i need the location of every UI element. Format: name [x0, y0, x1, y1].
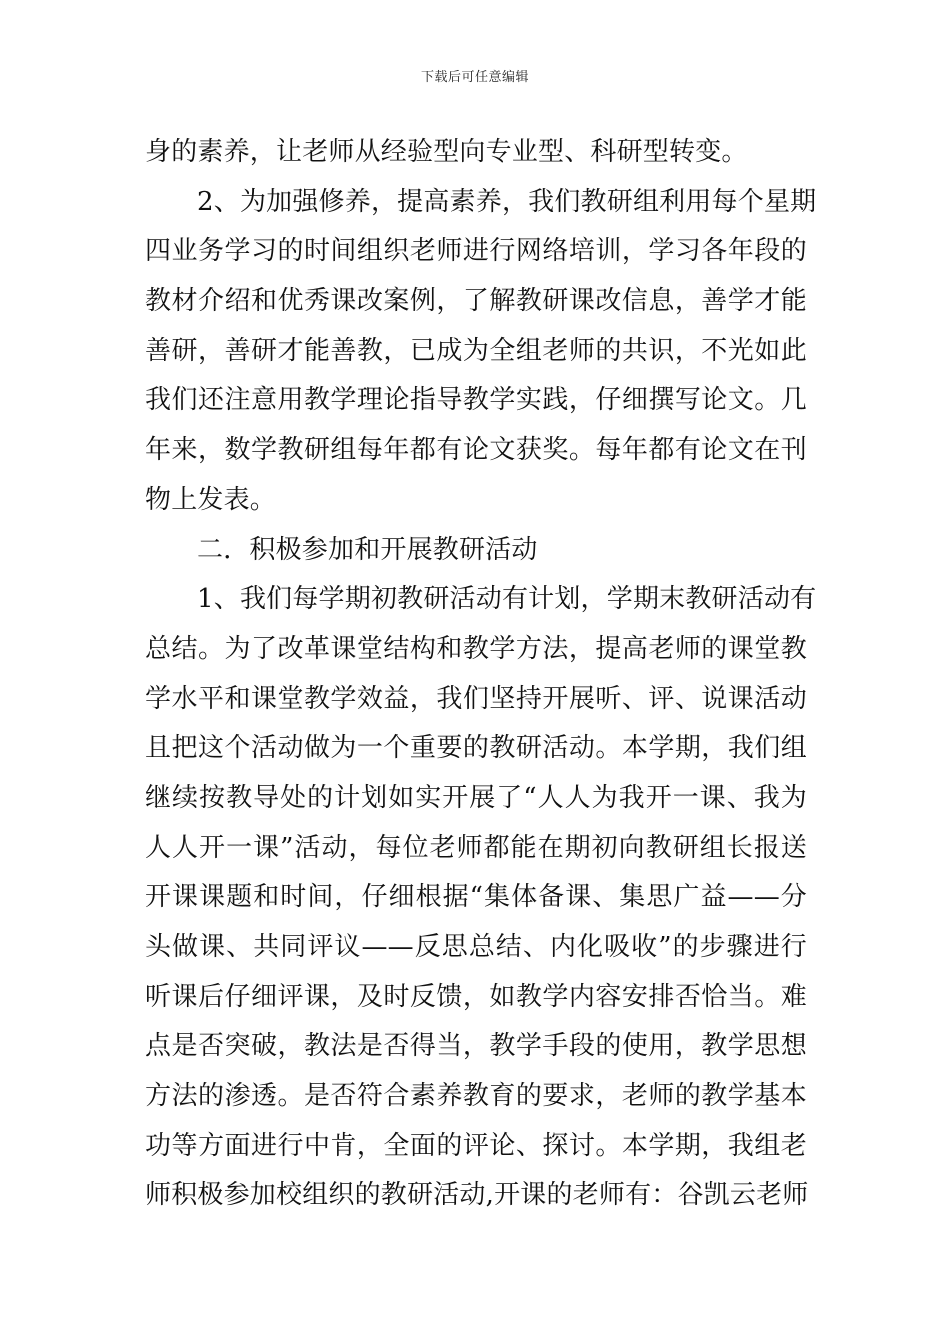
text-line: 继续按教导处的计划如实开展了“人人为我开一课、我为: [145, 782, 807, 813]
text-line: 人人开一课”活动，每位老师都能在期初向教研组长报送: [145, 832, 807, 863]
text-line: 2、为加强修养，提高素养，我们教研组利用每个星期: [197, 186, 817, 217]
text-line: 方法的渗透。是否符合素养教育的要求，老师的教学基本: [145, 1081, 807, 1112]
text-line: 功等方面进行中肯，全面的评论、探讨。本学期，我组老: [145, 1130, 807, 1161]
text-line: 师积极参加校组织的教研活动,开课的老师有：谷凯云老师: [145, 1180, 809, 1211]
text-line: 善研，善研才能善教，已成为全组老师的共识，不光如此: [145, 335, 807, 366]
text-line: 头做课、共同评议——反思总结、内化吸收”的步骤进行: [145, 932, 807, 962]
document-body: [145, 128, 817, 1221]
text-line: 年来，数学教研组每年都有论文获奖。每年都有论文在刊: [145, 435, 807, 466]
section-heading: 二．积极参加和开展教研活动: [197, 534, 538, 565]
page-header-note: 下载后可任意编辑: [420, 70, 529, 85]
text-line: 1、我们每学期初教研活动有计划，学期末教研活动有: [197, 584, 817, 615]
text-line: 且把这个活动做为一个重要的教研活动。本学期，我们组: [145, 733, 807, 764]
text-line: 教材介绍和优秀课改案例，了解教研课改信息，善学才能: [145, 286, 807, 317]
text-line: 物上发表。: [145, 484, 277, 515]
text-line: 听课后仔细评课，及时反馈，如教学内容安排否恰当。难: [145, 981, 807, 1012]
text-line: 学水平和课堂教学效益，我们坚持开展听、评、说课活动: [145, 683, 807, 714]
text-line: 点是否突破，教法是否得当，教学手段的使用，教学思想: [145, 1031, 807, 1062]
text-line: 我们还注意用教学理论指导教学实践，仔细撰写论文。几: [145, 385, 807, 416]
text-line: 身的素养，让老师从经验型向专业型、科研型转变。: [145, 137, 748, 167]
text-line: 开课课题和时间，仔细根据“集体备课、集思广益——分: [145, 882, 807, 913]
text-line: 四业务学习的时间组织老师进行网络培训，学习各年段的: [145, 236, 807, 267]
text-line: 总结。为了改革课堂结构和教学方法，提高老师的课堂教: [145, 633, 807, 664]
